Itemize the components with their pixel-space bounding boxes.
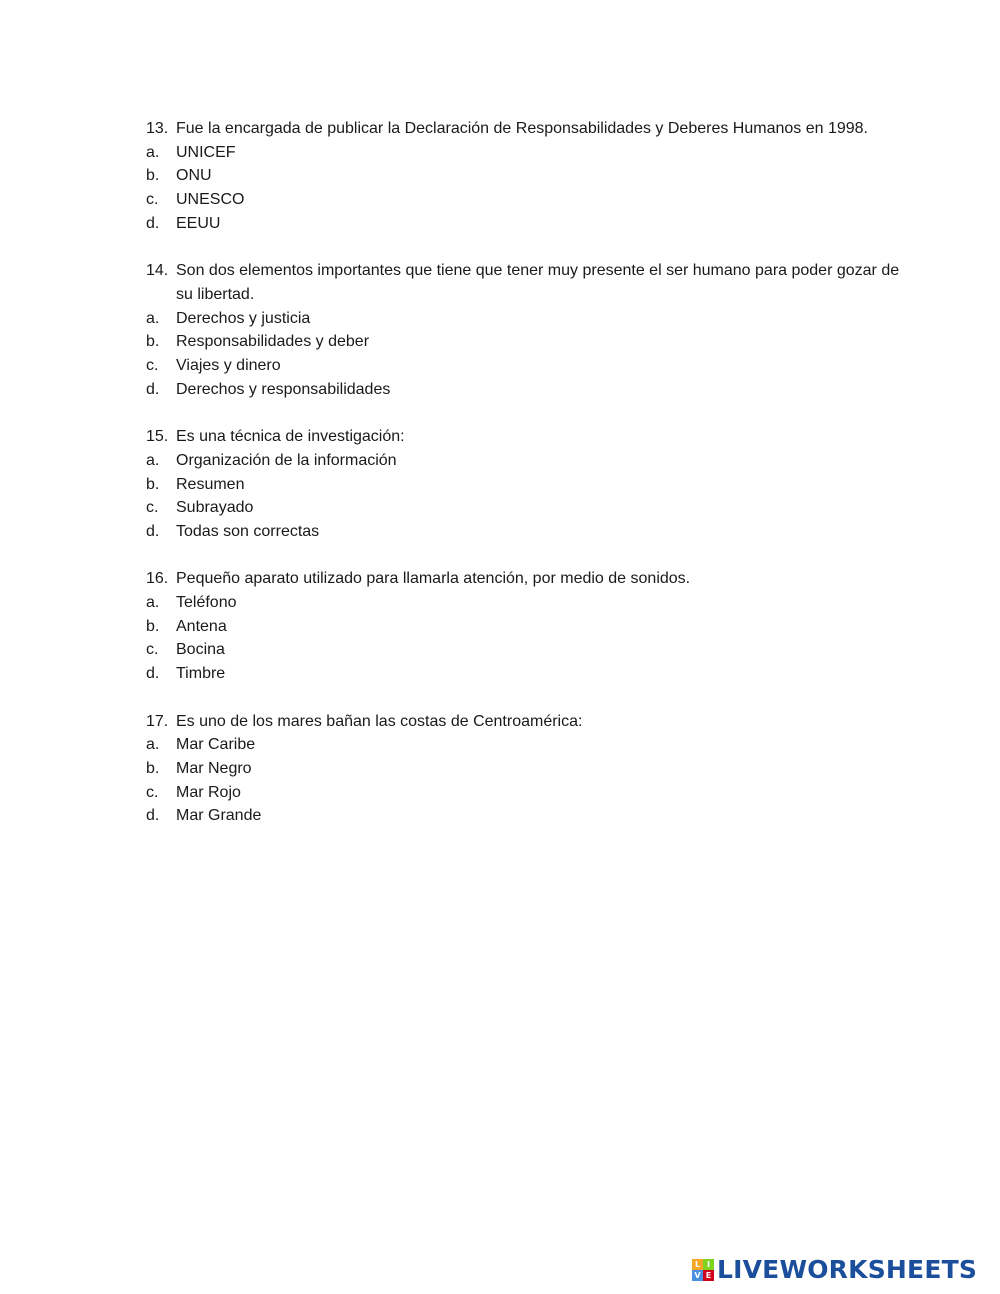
question-prompt: Fue la encargada de publicar la Declaración de Responsabilidades y Deberes Humanos en 1998. (176, 120, 868, 137)
option-b[interactable] (146, 473, 916, 497)
option-letter: a. (146, 736, 160, 754)
option-text: UNESCO (176, 191, 245, 209)
question-prompt: Es uno de los mares bañan las costas de Centroamérica: (176, 712, 583, 730)
option-letter: d. (146, 665, 160, 683)
option-text: EEUU (176, 214, 221, 232)
option-d[interactable] (146, 378, 916, 402)
option-text: Derechos y responsabilidades (176, 380, 391, 398)
option-b[interactable] (146, 615, 916, 639)
question-prompt: Pequeño aparato utilizado para llamarla atención, por medio de sonidos. (176, 570, 691, 588)
logo-mark-letter: V (692, 1270, 703, 1281)
option-letter: b. (146, 759, 160, 777)
option-text: Resumen (176, 475, 245, 493)
question-16 (146, 567, 916, 686)
question-17 (146, 710, 916, 829)
question-prompt-row (146, 567, 916, 591)
option-d[interactable] (146, 520, 916, 544)
option-letter: a. (146, 143, 160, 161)
option-c[interactable] (146, 638, 916, 662)
option-c[interactable] (146, 354, 916, 378)
question-14 (146, 259, 916, 401)
option-letter: d. (146, 380, 160, 398)
option-c[interactable] (146, 496, 916, 520)
option-text: Derechos y justicia (176, 309, 311, 327)
liveworksheets-logo[interactable] (692, 1255, 977, 1285)
option-text: Mar Negro (176, 759, 252, 777)
question-prompt-row (146, 710, 916, 734)
option-letter: d. (146, 522, 160, 540)
option-letter: c. (146, 783, 159, 801)
question-prompt-row (146, 425, 916, 449)
option-text: Mar Caribe (176, 736, 256, 754)
question-prompt-row (146, 117, 916, 141)
question-13 (146, 117, 916, 236)
question-number: 16. (146, 570, 169, 588)
logo-wordmark: LIVEWORKSHEETS (717, 1255, 978, 1284)
option-text: ONU (176, 167, 212, 185)
option-letter: b. (146, 617, 160, 635)
option-letter: c. (146, 499, 159, 517)
option-text: UNICEF (176, 143, 236, 161)
option-d[interactable] (146, 662, 916, 686)
option-a[interactable] (146, 141, 916, 165)
question-number: 15. (146, 428, 169, 446)
option-text: Todas son correctas (176, 522, 320, 540)
option-letter: a. (146, 594, 160, 612)
option-text: Subrayado (176, 499, 254, 517)
option-text: Timbre (176, 665, 226, 683)
option-letter: c. (146, 357, 159, 375)
option-a[interactable] (146, 733, 916, 757)
option-letter: c. (146, 191, 159, 209)
option-text: Mar Rojo (176, 783, 241, 801)
question-prompt: Son dos elementos importantes que tiene que tener muy presente el ser humano para poder gozar de su libertad. (176, 262, 900, 303)
option-text: Teléfono (176, 594, 237, 612)
option-text: Organización de la información (176, 451, 397, 469)
option-letter: b. (146, 475, 160, 493)
option-letter: b. (146, 167, 160, 185)
option-c[interactable] (146, 781, 916, 805)
option-d[interactable] (146, 212, 916, 236)
option-a[interactable] (146, 591, 916, 615)
option-letter: b. (146, 333, 160, 351)
option-letter: a. (146, 451, 160, 469)
option-a[interactable] (146, 307, 916, 331)
logo-mark-letter: L (692, 1259, 703, 1270)
logo-mark-letter: I (703, 1259, 714, 1270)
quiz-list (146, 117, 916, 852)
option-b[interactable] (146, 330, 916, 354)
question-number: 13. (146, 120, 169, 137)
option-letter: a. (146, 309, 160, 327)
question-number: 17. (146, 712, 169, 730)
question-prompt-row (146, 259, 916, 306)
option-c[interactable] (146, 188, 916, 212)
question-prompt: Es una técnica de investigación: (176, 428, 405, 446)
option-text: Antena (176, 617, 227, 635)
option-text: Bocina (176, 641, 225, 659)
option-letter: d. (146, 807, 160, 825)
question-number: 14. (146, 262, 169, 280)
option-letter: d. (146, 214, 160, 232)
option-text: Responsabilidades y deber (176, 333, 370, 351)
option-text: Mar Grande (176, 807, 262, 825)
option-letter: c. (146, 641, 159, 659)
logo-mark-letter: E (703, 1270, 714, 1281)
question-15 (146, 425, 916, 544)
option-text: Viajes y dinero (176, 357, 281, 375)
liveworksheets-logo-icon (692, 1259, 714, 1281)
option-d[interactable] (146, 804, 916, 828)
option-b[interactable] (146, 757, 916, 781)
option-b[interactable] (146, 164, 916, 188)
option-a[interactable] (146, 449, 916, 473)
